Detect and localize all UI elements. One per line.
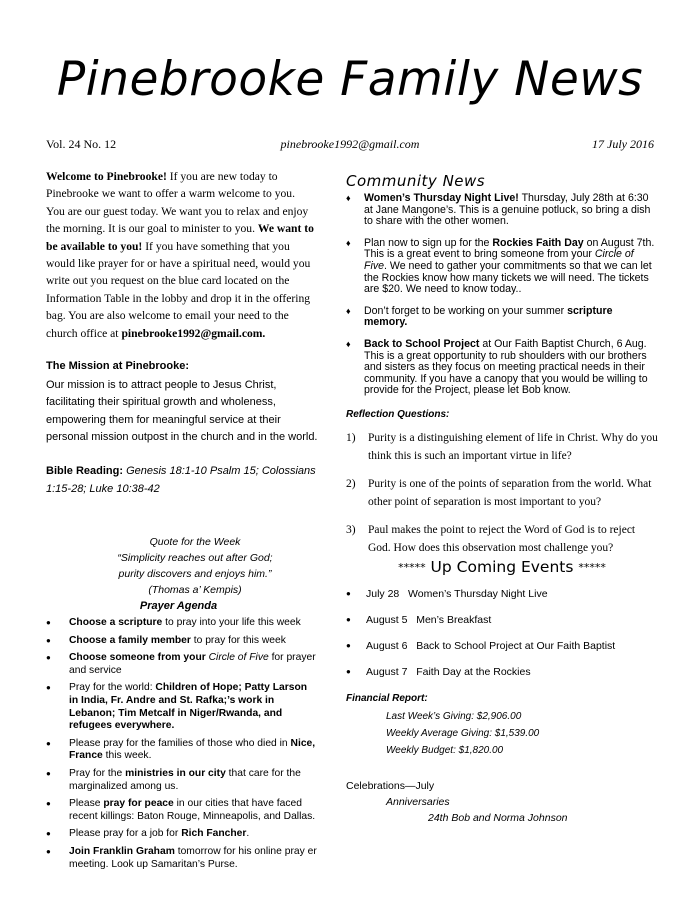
event-date: August 5 (366, 614, 408, 626)
news-item-text: Thursday, July 28th at 6:30 at Jane Mangone’s. This is a genuine potluck, so bring a dish to share with the other women. (364, 192, 651, 228)
prayer-item-italic: Circle of Five (205, 652, 269, 664)
prayer-item-bold: Nice, France (69, 737, 316, 762)
list-item (46, 738, 318, 763)
last-week-giving: Last Week’s Giving: $2,906.00 (386, 711, 522, 722)
masthead-title: Pinebrooke Family News (56, 52, 644, 107)
bible-reading-refs: Genesis 18:1-10 Psalm 15; Colossians 1:15-28; Luke 10:38-42 (46, 465, 316, 495)
prayer-item-text: to pray for this week (190, 634, 286, 646)
anniversary-item: 24th Bob and Norma Johnson (428, 812, 568, 824)
prayer-item-bold: Join Franklin Graham (69, 845, 175, 857)
bible-reading-label: Bible Reading: (46, 465, 124, 477)
quote-line-2: purity discovers and enjoys him.” (118, 568, 272, 580)
community-news-list (346, 193, 658, 407)
mission-heading: The Mission at Pinebrooke: (46, 360, 190, 372)
prayer-item-text: to pray into your life this week (162, 617, 301, 628)
welcome-paragraph (46, 168, 314, 342)
volume-number: Vol. 24 No. 12 (46, 137, 117, 151)
list-item (346, 666, 658, 678)
list-item (46, 846, 318, 871)
reflection-heading: Reflection Questions: (346, 409, 450, 420)
anniversaries-heading: Anniversaries (386, 796, 450, 808)
prayer-item-text: Pray for the (69, 767, 126, 779)
event-date: August 7 (366, 666, 408, 678)
event-date: August 6 (366, 640, 408, 652)
upcoming-events-heading (346, 558, 658, 576)
quote-heading: Quote for the Week (149, 536, 241, 548)
welcome-text-1: If you are new today to Pinebrooke we want to offer a warm welcome to you. You are our guest today. We want you to relax and enjoy the morning. It is our goal to minister to you. (46, 170, 309, 236)
question-number: 1) (346, 432, 356, 444)
prayer-item-bold: Choose a scripture (69, 617, 163, 628)
news-item-bold: scripture memory. (364, 304, 613, 329)
event-name: Back to School Project at Our Faith Baptist (416, 640, 616, 652)
list-item (46, 652, 318, 677)
list-item (46, 768, 318, 793)
prayer-item-bold: Choose a family member (69, 634, 191, 646)
weekly-budget: Weekly Budget: $1,820.00 (386, 745, 504, 756)
reflection-questions-list (346, 430, 658, 569)
list-item (346, 339, 658, 397)
prayer-item-bold: Choose someone from your (69, 652, 206, 664)
quote-attribution: (Thomas a’ Kempis) (148, 584, 242, 596)
prayer-item-text: in our cities that have faced recent killings: Baton Rouge, Minneapolis, and Dallas. (69, 798, 316, 822)
event-date: July 28 (366, 588, 400, 600)
prayer-item-bold: Rich Fancher (181, 828, 247, 840)
news-item-text: Plan now to sign up for the (364, 236, 493, 249)
news-item-bold: Back to School Project (364, 337, 480, 350)
upcoming-events-list (346, 588, 658, 692)
upcoming-events-title: Up Coming Events (430, 558, 574, 576)
list-item (46, 635, 318, 648)
prayer-item-text: that care for the marginalized among us. (69, 767, 301, 792)
prayer-item-text: Please pray for the families of those who died in (69, 737, 291, 749)
prayer-item-text: Please (69, 798, 104, 810)
welcome-lead-2: We want to be available to you! (46, 222, 314, 253)
question-number: 2) (346, 478, 356, 491)
question-number: 3) (346, 524, 356, 537)
list-item (46, 617, 318, 630)
welcome-lead: Welcome to Pinebrooke! (46, 170, 167, 183)
prayer-item-text: Pray for the world: (69, 682, 156, 694)
celebrations-heading: Celebrations—July (346, 780, 435, 792)
bible-reading (46, 462, 316, 498)
news-item-text: . We need to gather your commitments so that we can let the Rockies know how many tickets we will need. The tickets are $20. We need to know today.. (364, 259, 652, 296)
list-item (346, 193, 658, 228)
list-item (346, 640, 658, 652)
prayer-item-bold: ministries in our city (125, 767, 226, 779)
news-item-bold: Rockies Faith Day (492, 236, 584, 249)
weekly-average-giving: Weekly Average Giving: $1,539.00 (386, 728, 540, 739)
list-item (346, 588, 658, 600)
list-item (346, 430, 658, 465)
prayer-item-text: tomorrow for his online pray er meeting. Look up Samaritan’s Purse. (69, 845, 317, 870)
news-item-bold: Women’s Thursday Night Live! (364, 192, 519, 204)
quote-block (95, 534, 295, 598)
prayer-item-text: for prayer and service (69, 652, 316, 676)
prayer-agenda-list (46, 617, 318, 876)
welcome-text-2: If you have something that you would like prayer for or have a spiritual need, would you write out you request on the blue card located on the Information Table in the lobby and drop it in the offering bag. You are also welcome to email your need to the church office at (46, 239, 311, 340)
financial-report-heading: Financial Report: (346, 693, 428, 704)
quote-line-1: “Simplicity reaches out after God; (117, 552, 273, 564)
list-item (46, 682, 318, 732)
list-item (346, 614, 658, 626)
question-text: Purity is one of the points of separation from the world. What other point of separation is most important to you? (368, 478, 652, 508)
event-name: Women’s Thursday Night Live (408, 588, 548, 600)
mission-text: Our mission is to attract people to Jesus Christ, facilitating their spiritual growth and wholeness, empowering them for meaningful service at their personal mission outpost in the church and in the world. (46, 379, 318, 444)
news-item-text: Don’t forget to be working on your summer (364, 304, 568, 317)
news-item-text: on August 7th. This is a great event to bring someone from your (364, 236, 655, 261)
prayer-item-text: . (246, 828, 250, 840)
stars-left: ***** (398, 561, 426, 574)
question-text: Paul makes the point to reject the Word of God is to reject God. How does this observation most challenge you? (368, 524, 636, 554)
list-item (46, 828, 318, 841)
news-item-text: at Our Faith Baptist Church, 6 Aug. This is a great opportunity to rub shoulders with our brothers and sisters as they focus on meeting practical needs in their community. If you have a canopy that you would be willing to provide for the Project, please let Bob know. (364, 337, 648, 397)
event-name: Men’s Breakfast (416, 614, 492, 626)
prayer-agenda-heading: Prayer Agenda (139, 600, 218, 612)
question-text: Purity is a distinguishing element of life in Christ. Why do you think this is such an important virtue in life? (368, 432, 658, 462)
prayer-item-bold: Children of Hope; Patty Larson in India, Fr. Andre and St. Rafka;’s work in Lebanon; Tim Metcalf in Niger/Rwanda, and refugees everywhere. (69, 682, 308, 732)
list-item (46, 798, 318, 823)
prayer-item-text: this week. (102, 750, 152, 762)
welcome-email-link[interactable]: pinebrooke1992@gmail.com. (121, 326, 266, 340)
event-name: Faith Day at the Rockies (416, 666, 531, 678)
list-item (346, 306, 658, 329)
community-news-heading: Community News (346, 172, 486, 190)
stars-right: ***** (578, 561, 606, 574)
news-item-italic: Circle of Five (364, 248, 634, 272)
issue-date: 17 July 2016 (592, 137, 654, 151)
list-item (346, 522, 658, 557)
prayer-item-bold: pray for peace (103, 798, 174, 810)
list-item (346, 238, 658, 296)
newsletter-email[interactable]: pinebrooke1992@gmail.com (280, 137, 420, 151)
list-item (346, 476, 658, 511)
prayer-item-text: Please pray for a job for (69, 828, 182, 840)
